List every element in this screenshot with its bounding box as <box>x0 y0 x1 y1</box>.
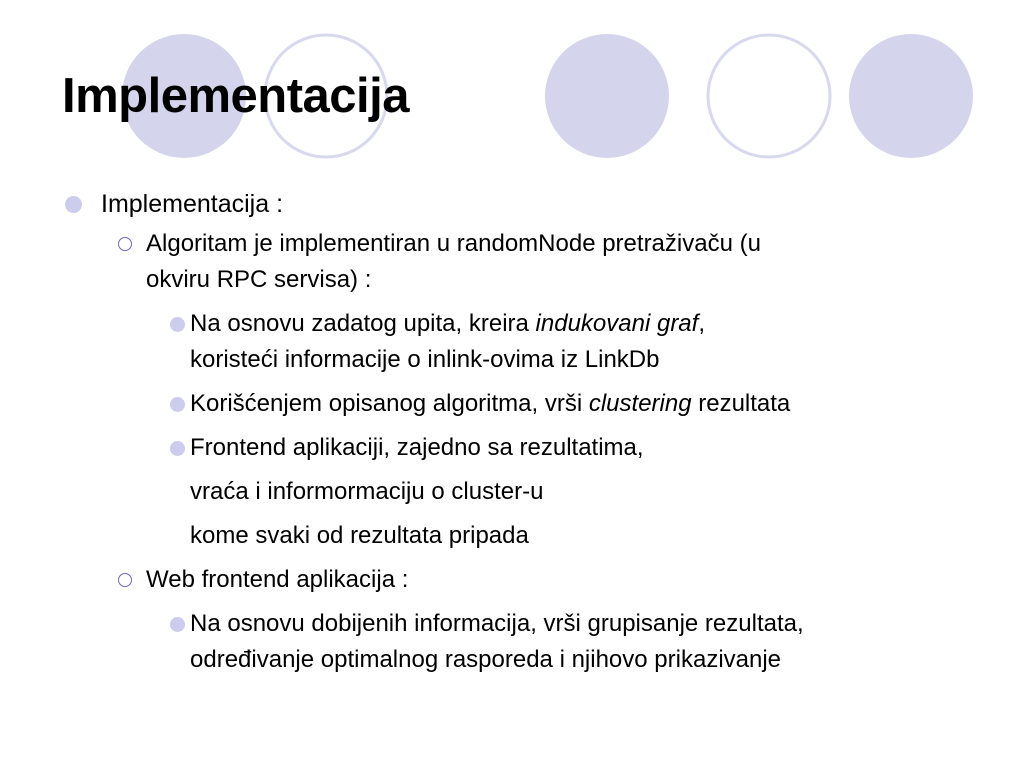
text-segment: rezultata <box>691 390 791 417</box>
filled-circle-icon <box>170 397 185 412</box>
filled-circle-icon <box>170 617 185 632</box>
text-segment: , <box>698 310 705 337</box>
filled-circle-icon <box>170 441 185 456</box>
hollow-circle-icon <box>118 237 132 251</box>
bullet-text-line <box>190 306 1024 342</box>
bullet-text: Frontend aplikaciji, zajedno sa rezultatima, <box>190 434 644 461</box>
bullet-text-line: Algoritam je implementiran u randomNode pretraživaču (u <box>146 230 761 257</box>
bullet-item-level3 <box>0 306 1024 378</box>
bullet-item-level2 <box>0 562 1024 598</box>
bullet-text: kome svaki od rezultata pripada <box>190 522 529 549</box>
decor-circle-ring-2 <box>708 35 830 157</box>
bullet-item-level3 <box>0 430 1024 466</box>
emphasis-text: indukovani graf <box>535 310 699 337</box>
bullet-text-line: Na osnovu dobijenih informacija, vrši grupisanje rezultata, <box>190 610 804 637</box>
emphasis-text: clustering <box>588 390 692 417</box>
decor-circle-filled-3 <box>849 34 973 158</box>
bullet-item-level2 <box>0 226 1024 298</box>
hollow-circle-icon <box>118 573 132 587</box>
bullet-text-line: okviru RPC servisa) : <box>146 266 372 293</box>
slide-content <box>0 186 1024 686</box>
filled-circle-icon <box>170 317 185 332</box>
filled-circle-icon <box>65 196 82 213</box>
continuation-line <box>0 518 1024 554</box>
text-segment: Korišćenjem opisanog algoritma, vrši <box>190 390 589 417</box>
bullet-text-line: koristeći informacije o inlink-ovima iz LinkDb <box>190 346 660 373</box>
text-segment: Na osnovu zadatog upita, kreira <box>190 310 536 337</box>
bullet-text: vraća i informormaciju o cluster-u <box>190 478 544 505</box>
bullet-item-level1 <box>0 186 1024 222</box>
bullet-text: Web frontend aplikacija : <box>146 566 409 593</box>
bullet-item-level3 <box>0 606 1024 678</box>
bullet-text: Implementacija : <box>101 190 284 218</box>
continuation-line <box>0 474 1024 510</box>
slide-title: Implementacija <box>62 69 410 123</box>
bullet-text-line: određivanje optimalnog rasporeda i njihovo prikazivanje <box>190 646 782 673</box>
bullet-item-level3 <box>0 386 1024 422</box>
decor-circle-filled-2 <box>545 34 669 158</box>
